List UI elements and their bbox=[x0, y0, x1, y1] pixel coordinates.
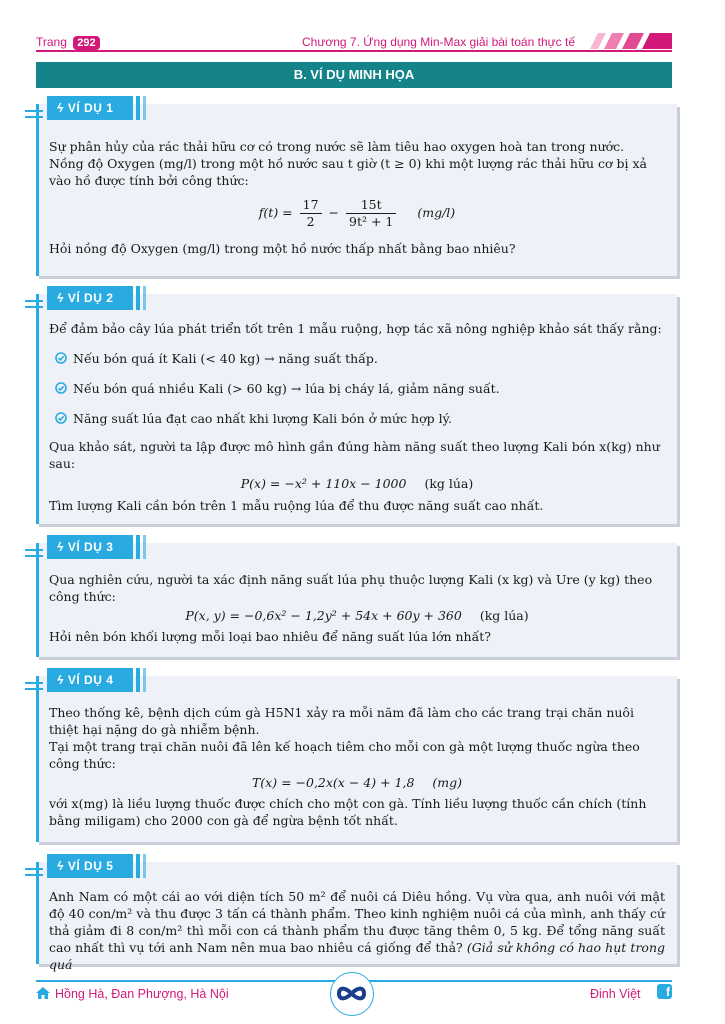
page-number-badge: 292 bbox=[73, 36, 99, 50]
home-icon bbox=[36, 987, 50, 999]
list-item-text: Năng suất lúa đạt cao nhất khi lượng Kali bón ở mức hợp lý. bbox=[73, 411, 452, 426]
equation bbox=[49, 197, 665, 230]
example-label: VÍ DỤ 4 bbox=[67, 673, 114, 687]
eq-unit: (mg/l) bbox=[417, 205, 456, 220]
paragraph: Tại một trang trại chăn nuôi đã lên kế hoạch tiêm cho mỗi con gà một lượng thuốc ngừa theo công thức: bbox=[49, 739, 640, 771]
box-rails bbox=[25, 868, 43, 878]
eq-expression: P(x) = −x² + 110x − 1000 bbox=[240, 476, 407, 491]
facebook-icon[interactable]: f bbox=[657, 984, 672, 999]
lightning-icon: ϟ bbox=[57, 101, 64, 115]
lightning-icon: ϟ bbox=[57, 859, 64, 873]
list-item bbox=[55, 350, 665, 367]
lightning-icon: ϟ bbox=[57, 540, 64, 554]
example-content-4 bbox=[49, 704, 665, 829]
example-box-3 bbox=[36, 540, 677, 657]
question: Hỏi nồng độ Oxygen (mg/l) trong một hồ nước thấp nhất bằng bao nhiêu? bbox=[49, 241, 516, 256]
example-box-2 bbox=[36, 291, 677, 524]
check-circle-icon bbox=[55, 412, 67, 424]
example-content-2 bbox=[49, 320, 665, 514]
footer-logo bbox=[330, 972, 374, 1016]
equation bbox=[49, 475, 665, 492]
fraction bbox=[346, 197, 396, 230]
lightning-icon: ϟ bbox=[57, 673, 64, 687]
eq-lhs: f(t) = bbox=[258, 205, 293, 220]
page-header bbox=[0, 0, 725, 58]
list-item-text: Nếu bón quá nhiều Kali (> 60 kg) → lúa bị cháy lá, giảm năng suất. bbox=[73, 381, 500, 396]
list-item bbox=[55, 410, 665, 427]
example-label: VÍ DỤ 5 bbox=[67, 859, 114, 873]
paragraph: Nồng độ Oxygen (mg/l) trong một hồ nước sau t giờ (t ≥ 0) khi một lượng rác thải hữu cơ bị xả vào hồ được tính bởi công thức: bbox=[49, 156, 647, 188]
example-box-1 bbox=[36, 101, 677, 276]
paragraph: Sự phân hủy của rác thải hữu cơ có trong nước sẽ làm tiêu hao oxygen hoà tan trong nước. bbox=[49, 139, 625, 154]
box-rails bbox=[25, 549, 43, 559]
list-item-text: Nếu bón quá ít Kali (< 40 kg) → năng suất thấp. bbox=[73, 351, 378, 366]
fraction-numerator: 15t bbox=[346, 197, 396, 214]
chapter-title: Chương 7. Ứng dụng Min-Max giải bài toán thực tế bbox=[302, 35, 575, 49]
paragraph: Để đảm bảo cây lúa phát triển tốt trên 1 mẫu ruộng, hợp tác xã nông nghiệp khảo sát thấy rằng: bbox=[49, 321, 662, 336]
paragraph: với x(mg) là liều lượng thuốc được chích cho một con gà. Tính liều lượng thuốc cần chích (tính bằng miligam) cho 2000 con gà để ngừa bệnh tốt nhất. bbox=[49, 796, 647, 828]
eq-unit: (kg lúa) bbox=[424, 476, 474, 491]
paragraph-text: Anh Nam có một cái ao với diện tích 50 m² để nuôi cá Diêu hồng. Vụ vừa qua, anh nuôi với mật độ 40 con/m² và thu được 3 tấn cá thành phẩm. Theo kinh nghiệm nuôi cá của mình, anh thấy cứ thả giảm đi 8 con/m² thì mỗi con cá thành phẩm thu được tăng thêm 0, 5 kg. Để tổng năng suất cao nhất thì vụ tới anh Nam nên mua bao nhiêu cá giống để thả? bbox=[49, 889, 665, 955]
example-content-5 bbox=[49, 888, 665, 973]
page-prefix: Trang bbox=[36, 35, 67, 49]
equation bbox=[49, 607, 665, 624]
paragraph: Qua khảo sát, người ta lập được mô hình gần đúng hàm năng suất theo lượng Kali bón x(kg) như sau: bbox=[49, 439, 660, 471]
example-content-1 bbox=[49, 138, 665, 257]
section-banner: B. VÍ DỤ MINH HỌA bbox=[36, 62, 672, 88]
fraction-denominator: 2 bbox=[306, 214, 315, 229]
header-stripes-decoration bbox=[590, 33, 672, 49]
footer-address-text: Hồng Hà, Đan Phượng, Hà Nội bbox=[55, 987, 229, 1001]
list-item bbox=[55, 380, 665, 397]
example-box-4 bbox=[36, 673, 677, 842]
question: Hỏi nên bón khối lượng mỗi loại bao nhiêu để năng suất lúa lớn nhất? bbox=[49, 629, 491, 644]
check-circle-icon bbox=[55, 382, 67, 394]
eq-expression: T(x) = −0,2x(x − 4) + 1,8 bbox=[251, 775, 415, 790]
example-box-5 bbox=[36, 859, 677, 972]
lightning-icon: ϟ bbox=[57, 291, 64, 305]
eq-minus: − bbox=[328, 205, 340, 220]
footer-address bbox=[36, 987, 229, 1001]
question: Tìm lượng Kali cần bón trên 1 mẫu ruộng lúa để thu được năng suất cao nhất. bbox=[49, 498, 544, 513]
eq-unit: (kg lúa) bbox=[479, 608, 529, 623]
equation bbox=[49, 774, 665, 791]
page-number-label bbox=[36, 35, 100, 50]
box-rails bbox=[25, 110, 43, 120]
example-label: VÍ DỤ 2 bbox=[67, 291, 114, 305]
paragraph-italic: (Giả sử không có hao hụt trong quá bbox=[49, 940, 666, 972]
header-rule bbox=[36, 50, 672, 52]
box-rails bbox=[25, 300, 43, 310]
check-circle-icon bbox=[55, 352, 67, 364]
infinity-logo-icon bbox=[331, 973, 372, 1014]
fraction-denominator: 9t² + 1 bbox=[349, 214, 394, 229]
example-label: VÍ DỤ 1 bbox=[67, 101, 114, 115]
paragraph: Qua nghiên cứu, người ta xác định năng suất lúa phụ thuộc lượng Kali (x kg) và Ure (y kg) theo công thức: bbox=[49, 572, 653, 604]
example-content-3 bbox=[49, 571, 665, 645]
box-rails bbox=[25, 682, 43, 692]
fraction-numerator: 17 bbox=[300, 197, 322, 214]
paragraph: Theo thống kê, bệnh dịch cúm gà H5N1 xảy ra mỗi năm đã làm cho các trang trại chăn nuôi thiệt hại nặng do gà nhiễm bệnh. bbox=[49, 705, 634, 737]
example-label: VÍ DỤ 3 bbox=[67, 540, 114, 554]
eq-unit: (mg) bbox=[432, 775, 463, 790]
fraction bbox=[300, 197, 322, 230]
eq-expression: P(x, y) = −0,6x² − 1,2y² + 54x + 60y + 360 bbox=[185, 608, 462, 623]
footer-author: Đinh Việt bbox=[590, 987, 641, 1001]
paragraph bbox=[49, 888, 665, 973]
